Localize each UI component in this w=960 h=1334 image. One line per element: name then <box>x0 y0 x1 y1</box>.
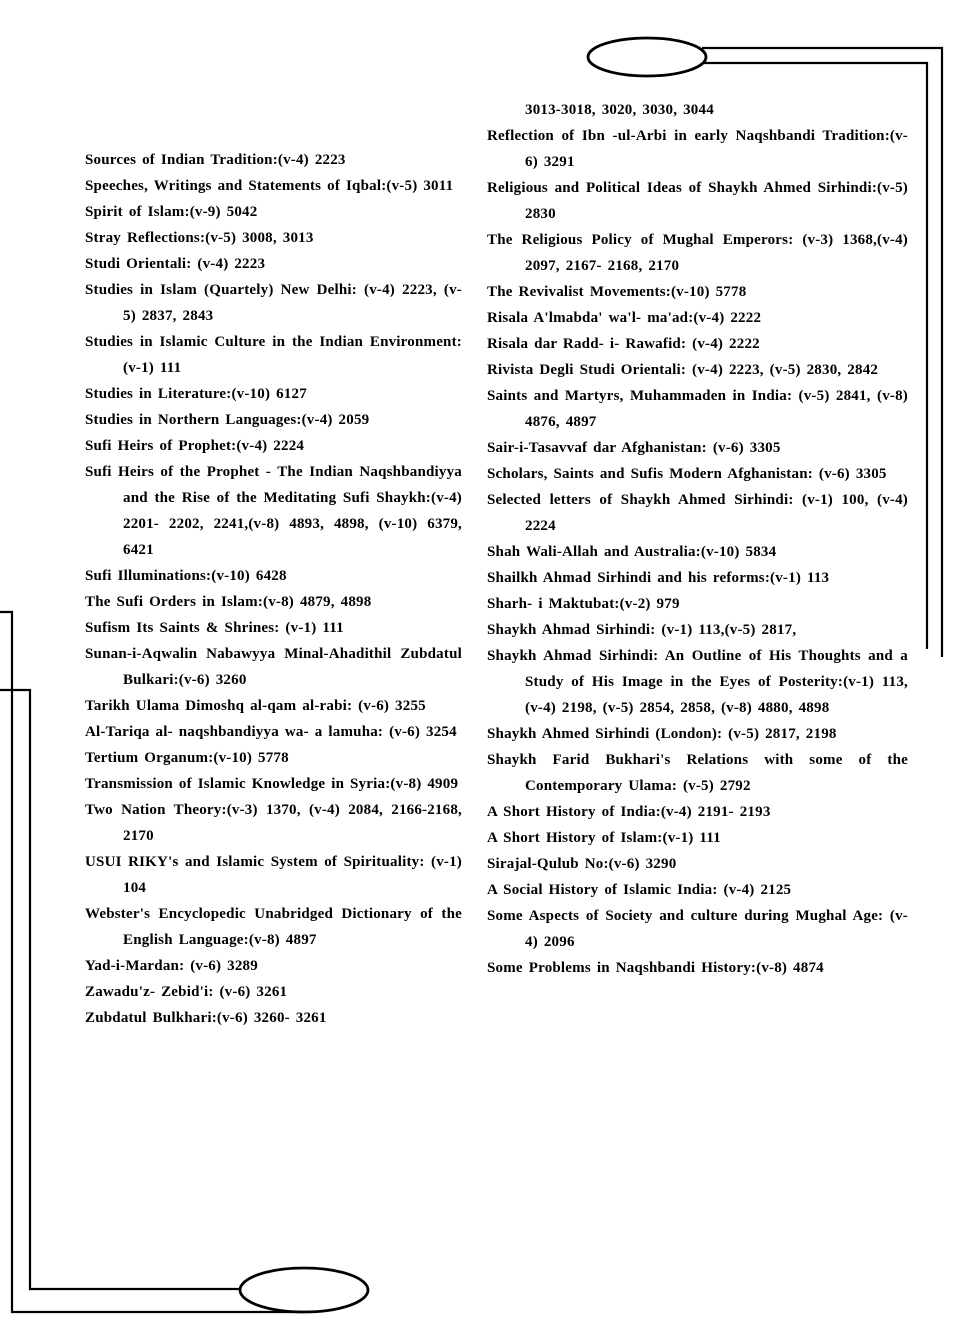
index-entry: The Sufi Orders in Islam:(v-8) 4879, 4898 <box>85 594 372 610</box>
index-entry: The Revivalist Movements:(v-10) 5778 <box>487 284 747 300</box>
index-entry: Zubdatul Bulkhari:(v-6) 3260- 3261 <box>85 1010 327 1026</box>
index-entry: Studies in Northern Languages:(v-4) 2059 <box>85 412 370 428</box>
index-entry: Saints and Martyrs, Muhammaden in India: (v-5) 2841, (v-8) 4876, 4897 <box>487 388 908 430</box>
index-entry: Shaykh Ahmed Sirhindi (London): (v-5) 2817, 2198 <box>487 726 837 742</box>
index-entry: The Religious Policy of Mughal Emperors: (v-3) 1368,(v-4) 2097, 2167- 2168, 2170 <box>487 232 908 274</box>
index-entry: USUI RIKY's and Islamic System of Spirituality: (v-1) 104 <box>85 854 462 896</box>
index-entry: Studies in Islam (Quartely) New Delhi: (v-4) 2223, (v-5) 2837, 2843 <box>85 282 462 324</box>
index-entry: Al-Tariqa al- naqshbandiyya wa- a lamuha: (v-6) 3254 <box>85 724 457 740</box>
index-entry: Shaykh Farid Bukhari's Relations with some of the Contemporary Ulama: (v-5) 2792 <box>487 752 908 794</box>
index-entry: Sharh- i Maktubat:(v-2) 979 <box>487 596 680 612</box>
index-entry: Sunan-i-Aqwalin Nabawyya Minal-Ahadithil Zubdatul Bulkari:(v-6) 3260 <box>85 646 462 688</box>
index-entry: Shailkh Ahmad Sirhindi and his reforms:(v-1) 113 <box>487 570 830 586</box>
index-entry: Sources of Indian Tradition:(v-4) 2223 <box>85 152 346 168</box>
index-entry: Shah Wali-Allah and Australia:(v-10) 5834 <box>487 544 777 560</box>
index-entry: Sufi Heirs of the Prophet - The Indian Naqshbandiyya and the Rise of the Meditating Sufi Shaykh:(v-4) 2201- 2202, 2241,(v-8) 4893, 4898, (v-10) 6379, 6421 <box>85 464 462 558</box>
index-entry: Risala dar Radd- i- Rawafid: (v-4) 2222 <box>487 336 760 352</box>
index-entry: Yad-i-Mardan: (v-6) 3289 <box>85 958 258 974</box>
index-entry: Scholars, Saints and Sufis Modern Afghanistan: (v-6) 3305 <box>487 466 887 482</box>
index-entry: Speeches, Writings and Statements of Iqbal:(v-5) 3011 <box>85 178 454 194</box>
index-entry: Sair-i-Tasavvaf dar Afghanistan: (v-6) 3305 <box>487 440 781 456</box>
index-entry: Reflection of Ibn -ul-Arbi in early Naqshbandi Tradition:(v-6) 3291 <box>487 128 908 170</box>
index-entry: Stray Reflections:(v-5) 3008, 3013 <box>85 230 314 246</box>
index-entry: Two Nation Theory:(v-3) 1370, (v-4) 2084, 2166-2168, 2170 <box>85 802 462 844</box>
index-entry: Zawadu'z- Zebid'i: (v-6) 3261 <box>85 984 288 1000</box>
index-entry: Risala A'lmabda' wa'l- ma'ad:(v-4) 2222 <box>487 310 762 326</box>
index-entry: Some Aspects of Society and culture during Mughal Age: (v-4) 2096 <box>487 908 908 950</box>
index-entry: Rivista Degli Studi Orientali: (v-4) 2223, (v-5) 2830, 2842 <box>487 362 879 378</box>
index-column-left <box>85 147 462 1031</box>
index-entry: Shaykh Ahmad Sirhindi: (v-1) 113,(v-5) 2817, <box>487 622 797 638</box>
index-entry: Sufi Illuminations:(v-10) 6428 <box>85 568 287 584</box>
index-entry: Sirajal-Qulub No:(v-6) 3290 <box>487 856 677 872</box>
index-entry: A Short History of Islam:(v-1) 111 <box>487 830 721 846</box>
index-entry: Spirit of Islam:(v-9) 5042 <box>85 204 258 220</box>
index-entry: Tarikh Ulama Dimoshq al-qam al-rabi: (v-6) 3255 <box>85 698 426 714</box>
index-entry: Studi Orientali: (v-4) 2223 <box>85 256 266 272</box>
index-entry: Transmission of Islamic Knowledge in Syria:(v-8) 4909 <box>85 776 459 792</box>
index-entry: Webster's Encyclopedic Unabridged Dictionary of the English Language:(v-8) 4897 <box>85 906 462 948</box>
index-column-right <box>487 97 908 981</box>
index-entry: Religious and Political Ideas of Shaykh Ahmed Sirhindi:(v-5) 2830 <box>487 180 908 222</box>
index-entry: Tertium Organum:(v-10) 5778 <box>85 750 289 766</box>
index-entry: Shaykh Ahmad Sirhindi: An Outline of His Thoughts and a Study of His Image in the Eyes of Posterity:(v-1) 113,(v-4) 2198, (v-5) 2854, 2858, (v-8) 4880, 4898 <box>487 648 908 716</box>
index-entry: Sufism Its Saints & Shrines: (v-1) 111 <box>85 620 344 636</box>
index-entry: A Social History of Islamic India: (v-4) 2125 <box>487 882 792 898</box>
index-entry: A Short History of India:(v-4) 2191- 2193 <box>487 804 771 820</box>
index-entry: Studies in Islamic Culture in the Indian Environment: (v-1) 111 <box>85 334 462 376</box>
top-right-ellipse <box>588 38 706 76</box>
index-entry-continuation: 3013-3018, 3020, 3030, 3044 <box>525 102 714 118</box>
index-entry: Selected letters of Shaykh Ahmed Sirhindi: (v-1) 100, (v-4) 2224 <box>487 492 908 534</box>
index-entry: Some Problems in Naqshbandi History:(v-8) 4874 <box>487 960 824 976</box>
bottom-left-ellipse <box>240 1268 368 1312</box>
index-entry: Studies in Literature:(v-10) 6127 <box>85 386 307 402</box>
index-entry: Sufi Heirs of Prophet:(v-4) 2224 <box>85 438 305 454</box>
